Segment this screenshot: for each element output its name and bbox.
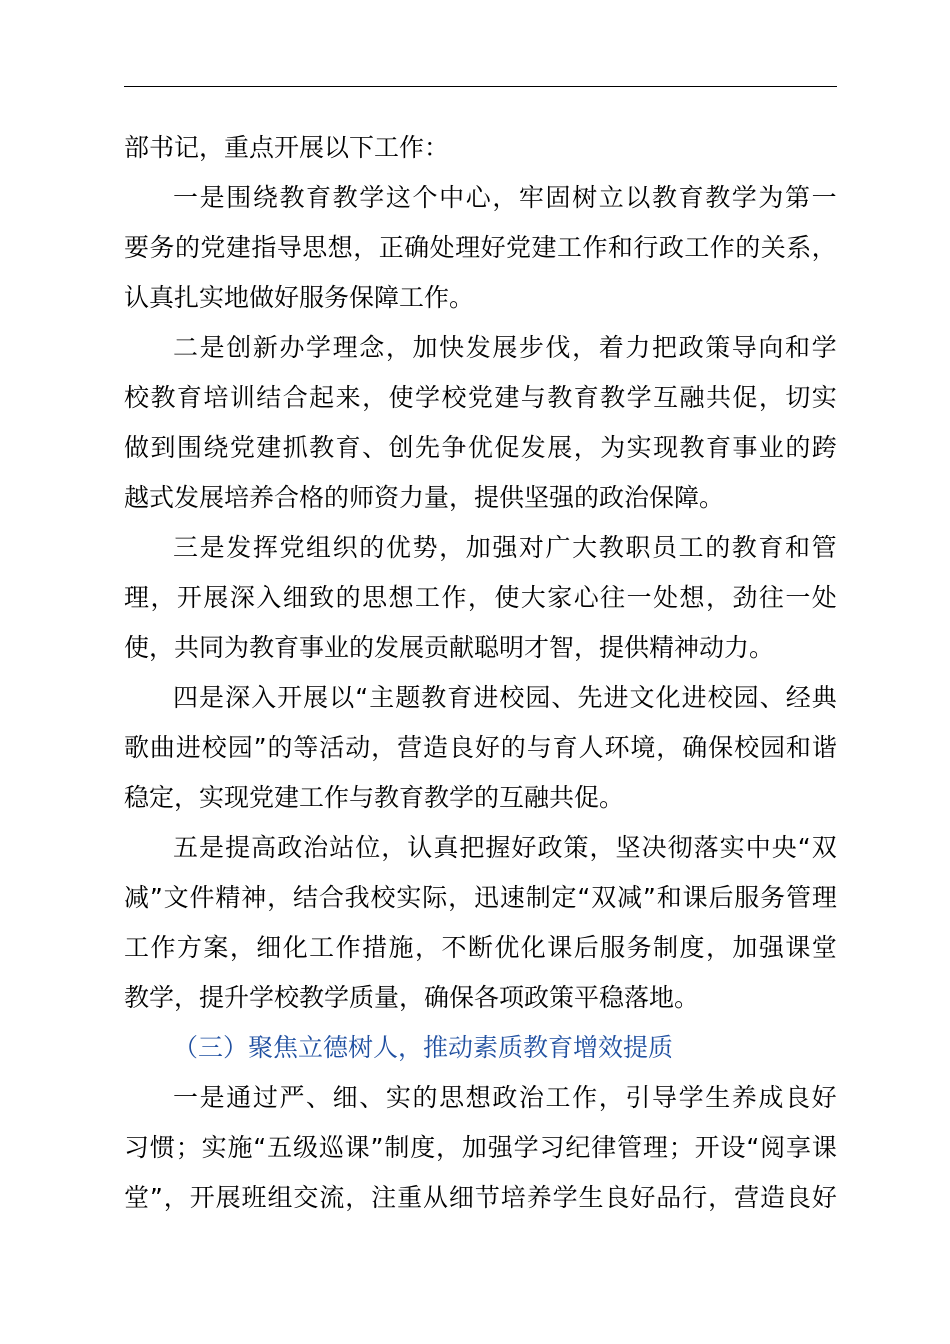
text-line: 认真扎实地做好服务保障工作。	[124, 283, 475, 312]
text-line: 稳定，实现党建工作与教育教学的互融共促。	[124, 783, 625, 812]
header-rule	[124, 86, 837, 87]
text-line: 工 作 方 案 ， 细 化 工 作 措 施 ， 不 断 优 化 课 后 服 务 制 度 ， 加 强 课 堂	[124, 933, 837, 962]
text-line: 理 ， 开 展 深 入 细 致 的 思 想 工 作 ， 使 大 家 心 往 一 处 想 ， 劲 往 一 处	[124, 583, 837, 612]
text-line: 减 ” 文 件 精 神 ， 结 合 我 校 实 际 ， 迅 速 制 定 “ 双 减 ” 和 课 后 服 务 管 理	[124, 883, 837, 912]
section-heading: （三）聚焦立德树人，推动素质教育增效提质	[173, 1033, 674, 1062]
text-line: 部书记，重点开展以下工作：	[124, 133, 450, 162]
paragraph-first-line: 一 是 通 过 严 、 细 、 实 的 思 想 政 治 工 作 ， 引 导 学 生 养 成 良 好	[173, 1083, 837, 1112]
text-line: 习 惯 ； 实 施 “ 五 级 巡 课 ” 制 度 ， 加 强 学 习 纪 律 管 理 ； 开 设 “ 阅 享 课	[124, 1133, 837, 1162]
text-line: 校 教 育 培 训 结 合 起 来 ， 使 学 校 党 建 与 教 育 教 学 互 融 共 促 ， 切 实	[124, 383, 837, 412]
text-line: 越式发展培养合格的师资力量，提供坚强的政治保障。	[124, 483, 725, 512]
text-line: 歌 曲 进 校 园 ” 的 等 活 动 ， 营 造 良 好 的 与 育 人 环 境 ， 确 保 校 园 和 谐	[124, 733, 837, 762]
paragraph-first-line: 五 是 提 高 政 治 站 位 ， 认 真 把 握 好 政 策 ， 坚 决 彻 落 实 中 央 “ 双	[173, 833, 837, 862]
paragraph-first-line: 四 是 深 入 开 展 以 “ 主 题 教 育 进 校 园 、 先 进 文 化 进 校 园 、 经 典	[173, 683, 837, 712]
text-line: 堂 ” ， 开 展 班 组 交 流 ， 注 重 从 细 节 培 养 学 生 良 好 品 行 ， 营 造 良 好	[124, 1183, 837, 1212]
paragraph-first-line: 一 是 围 绕 教 育 教 学 这 个 中 心 ， 牢 固 树 立 以 教 育 教 学 为 第 一	[173, 183, 837, 212]
paragraph-first-line: 三 是 发 挥 党 组 织 的 优 势 ， 加 强 对 广 大 教 职 员 工 的 教 育 和 管	[173, 533, 837, 562]
paragraph-first-line: 二 是 创 新 办 学 理 念 ， 加 快 发 展 步 伐 ， 着 力 把 政 策 导 向 和 学	[173, 333, 837, 362]
text-line: 教学，提升学校教学质量，确保各项政策平稳落地。	[124, 983, 700, 1012]
text-line: 使，共同为教育事业的发展贡献聪明才智，提供精神动力。	[124, 633, 775, 662]
text-line: 要 务 的 党 建 指 导 思 想 ， 正 确 处 理 好 党 建 工 作 和 行 政 工 作 的 关 系 ，	[124, 233, 837, 262]
text-line: 做 到 围 绕 党 建 抓 教 育 、 创 先 争 优 促 发 展 ， 为 实 现 教 育 事 业 的 跨	[124, 433, 837, 462]
